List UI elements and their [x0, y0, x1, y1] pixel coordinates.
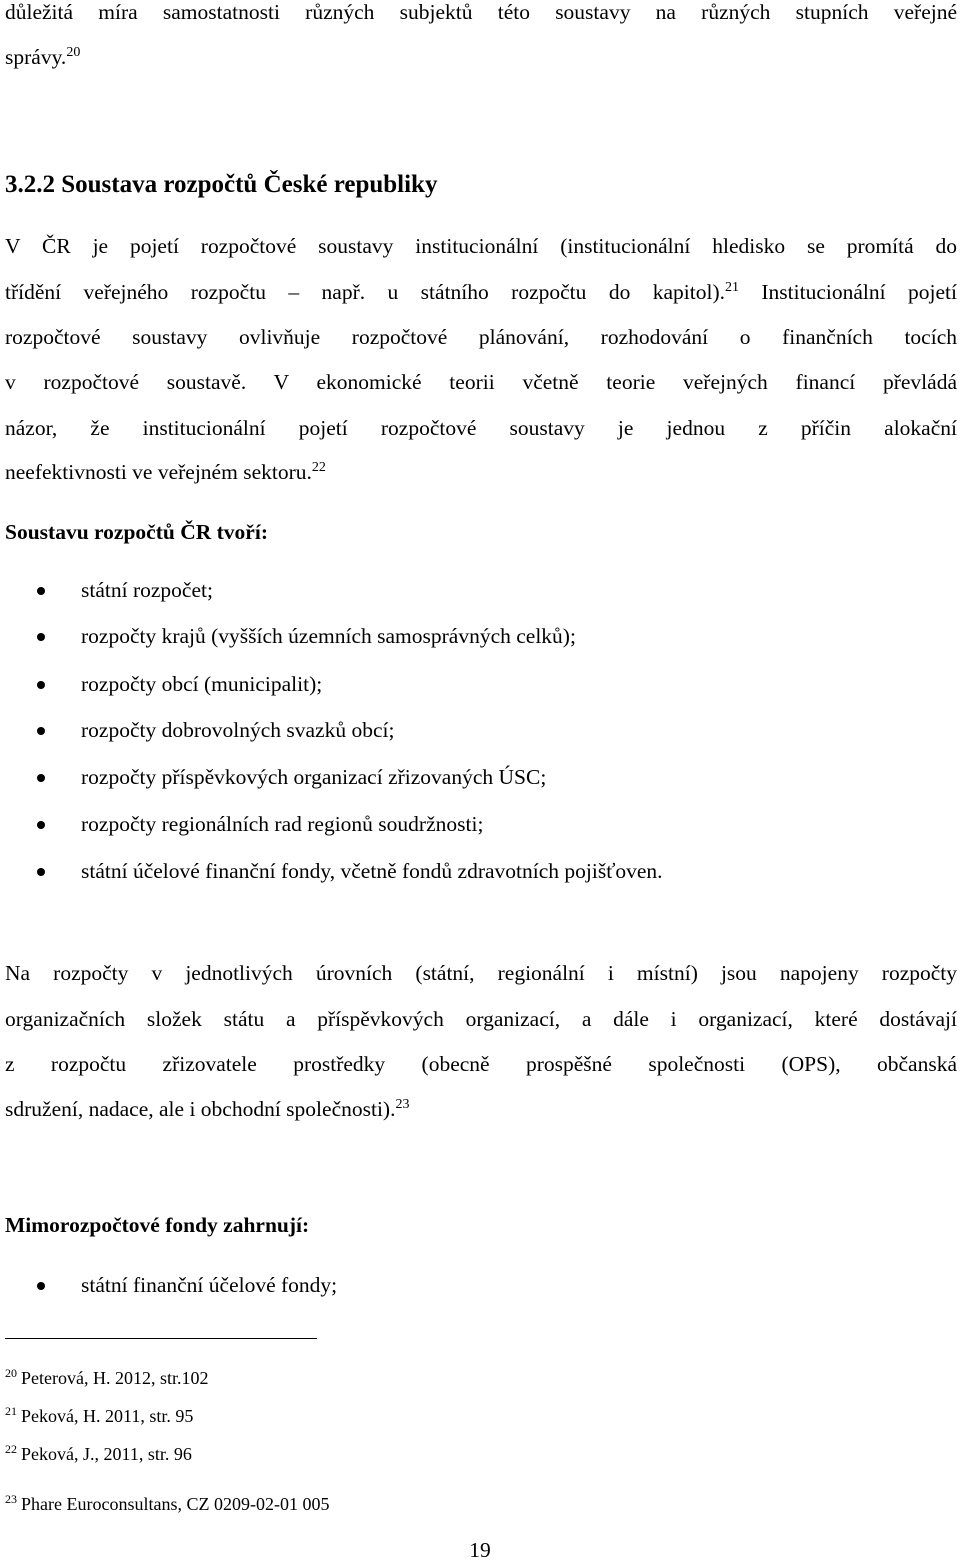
- footnote-text: Peková, J., 2011, str. 96: [21, 1444, 192, 1464]
- paragraph1-line-2a: třídění veřejného rozpočtu – např. u státního rozpočtu do kapitol).: [5, 280, 725, 304]
- footnote: [5, 1366, 208, 1390]
- list-item-text: rozpočty regionálních rad regionů soudržnosti;: [81, 812, 484, 836]
- paragraph2-line-1: Na rozpočty v jednotlivých úrovních (státní, regionální i místní) jsou napojeny rozpočty: [5, 961, 957, 985]
- list-item-text: rozpočty dobrovolných svazků obcí;: [81, 718, 395, 742]
- bullet-icon: [37, 681, 45, 689]
- footnote-number: 21: [5, 1404, 17, 1418]
- intro-line-2-text: správy.: [5, 45, 67, 69]
- intro-line-2: [5, 42, 957, 72]
- footnote-text: Peková, H. 2011, str. 95: [21, 1406, 194, 1426]
- section-heading: 3.2.2 Soustava rozpočtů České republiky: [5, 171, 438, 198]
- paragraph2-line-4: [5, 1094, 957, 1124]
- footnote: [5, 1404, 193, 1428]
- footnote-text: Phare Euroconsultans, CZ 0209-02-01 005: [21, 1494, 330, 1514]
- bullet-icon: [37, 821, 45, 829]
- intro-line-1: důležitá míra samostatnosti různých subjektů této soustavy na různých stupních veřejné: [5, 0, 957, 24]
- list-item-text: rozpočty příspěvkových organizací zřizovaných ÚSC;: [81, 765, 547, 789]
- paragraph1-line-4: v rozpočtové soustavě. V ekonomické teorii včetně teorie veřejných financí převládá: [5, 370, 957, 394]
- footnote-ref-20: 20: [66, 45, 81, 60]
- bullet-icon: [37, 868, 45, 876]
- paragraph1-line-6: [5, 457, 957, 487]
- paragraph1-line-2b: Institucionální pojetí: [738, 280, 957, 304]
- paragraph2-line-3: z rozpočtu zřizovatele prostředky (obecně prospěšné společnosti (OPS), občanská: [5, 1052, 957, 1076]
- bullet-icon: [37, 1282, 45, 1290]
- list-item-text: státní rozpočet;: [81, 578, 213, 602]
- bullet-icon: [37, 633, 45, 641]
- paragraph1-line-1: V ČR je pojetí rozpočtové soustavy institucionální (institucionální hledisko se promítá do: [5, 234, 957, 258]
- footnote-number: 22: [5, 1442, 17, 1456]
- paragraph1-line-6-text: neefektivnosti ve veřejném sektoru.: [5, 460, 312, 484]
- list-item-text: státní finanční účelové fondy;: [81, 1273, 338, 1297]
- paragraph2-line-2: organizačních složek státu a příspěvkových organizací, a dále i organizací, které dostávají: [5, 1007, 957, 1031]
- list-item-text: rozpočty krajů (vyšších územních samosprávných celků);: [81, 624, 576, 648]
- footnote-ref-22: 22: [311, 460, 326, 475]
- footnote-ref-23: 23: [395, 1097, 410, 1112]
- list-item-text: rozpočty obcí (municipalit);: [81, 672, 323, 696]
- list-item-text: státní účelové finanční fondy, včetně fondů zdravotních pojišťoven.: [81, 859, 663, 883]
- page-number: 19: [469, 1538, 491, 1562]
- footnote-text: Peterová, H. 2012, str.102: [21, 1368, 209, 1388]
- bullet-icon: [37, 774, 45, 782]
- footnote-separator: [5, 1338, 317, 1339]
- bullet-icon: [37, 587, 45, 595]
- paragraph1-line-3: rozpočtové soustavy ovlivňuje rozpočtové plánování, rozhodování o finančních tocích: [5, 325, 957, 349]
- footnote: [5, 1442, 192, 1466]
- list2-title: Mimorozpočtové fondy zahrnují:: [5, 1213, 310, 1237]
- paragraph1-line-5: názor, že institucionální pojetí rozpočtové soustavy je jednou z příčin alokační: [5, 416, 957, 440]
- paragraph1-line-2: [5, 277, 957, 307]
- footnote-number: 23: [5, 1492, 17, 1506]
- footnote: [5, 1492, 329, 1516]
- list1-title: Soustavu rozpočtů ČR tvoří:: [5, 520, 268, 544]
- footnote-ref-21: 21: [724, 280, 739, 295]
- paragraph2-line-4-text: sdružení, nadace, ale i obchodní společnosti).: [5, 1097, 396, 1121]
- footnote-number: 20: [5, 1366, 17, 1380]
- bullet-icon: [37, 727, 45, 735]
